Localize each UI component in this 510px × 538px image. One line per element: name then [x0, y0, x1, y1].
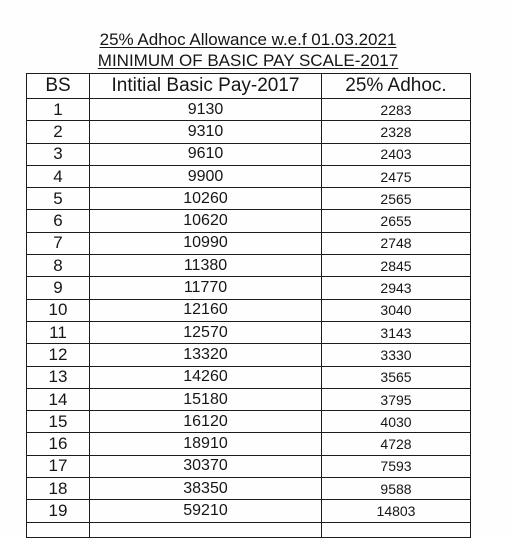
basic-pay-cell: 10990 — [90, 232, 322, 254]
basic-pay-cell: 38350 — [90, 478, 322, 500]
pay-scale-table — [26, 73, 471, 538]
adhoc-cell: 2943 — [322, 277, 471, 299]
table-row — [27, 277, 471, 299]
bs-cell: 13 — [27, 366, 90, 388]
table-row — [27, 165, 471, 187]
basic-pay-cell: 30370 — [90, 455, 322, 477]
bs-cell: 5 — [27, 188, 90, 210]
basic-pay-cell: 13320 — [90, 344, 322, 366]
table-row — [27, 388, 471, 410]
bs-cell: 12 — [27, 344, 90, 366]
bs-cell: 18 — [27, 478, 90, 500]
bs-cell: 6 — [27, 210, 90, 232]
adhoc-cell: 3143 — [322, 321, 471, 343]
adhoc-cell: 3040 — [322, 299, 471, 321]
basic-pay-cell: 14260 — [90, 366, 322, 388]
basic-pay-cell: 18910 — [90, 433, 322, 455]
table-row — [27, 299, 471, 321]
table-row — [27, 121, 471, 143]
header-row — [27, 74, 471, 99]
bs-cell: 17 — [27, 455, 90, 477]
empty-cell — [322, 522, 471, 537]
basic-pay-cell: 16120 — [90, 411, 322, 433]
bs-cell: 11 — [27, 321, 90, 343]
table-body — [27, 99, 471, 538]
header-adhoc: 25% Adhoc. — [322, 74, 471, 99]
table-row — [27, 255, 471, 277]
basic-pay-cell: 10260 — [90, 188, 322, 210]
bs-cell: 16 — [27, 433, 90, 455]
adhoc-cell: 2403 — [322, 143, 471, 165]
table-row — [27, 478, 471, 500]
adhoc-cell: 2283 — [322, 99, 471, 121]
adhoc-cell: 7593 — [322, 455, 471, 477]
bs-cell: 14 — [27, 388, 90, 410]
bs-cell: 9 — [27, 277, 90, 299]
document-title: 25% Adhoc Allowance w.e.f 01.03.2021 — [99, 30, 397, 49]
adhoc-cell: 2328 — [322, 121, 471, 143]
basic-pay-cell: 9610 — [90, 143, 322, 165]
table-row — [27, 500, 471, 522]
table-row — [27, 99, 471, 121]
table-row — [27, 411, 471, 433]
bs-cell: 4 — [27, 165, 90, 187]
bs-cell: 15 — [27, 411, 90, 433]
bs-cell: 3 — [27, 143, 90, 165]
empty-cell — [90, 522, 322, 537]
adhoc-cell: 2565 — [322, 188, 471, 210]
table-row-partial — [27, 522, 471, 537]
bs-cell: 1 — [27, 99, 90, 121]
adhoc-cell: 14803 — [322, 500, 471, 522]
bs-cell: 10 — [27, 299, 90, 321]
header-initial-basic-pay: Intitial Basic Pay-2017 — [90, 74, 322, 99]
adhoc-cell: 2655 — [322, 210, 471, 232]
table-row — [27, 232, 471, 254]
table-row — [27, 143, 471, 165]
adhoc-cell: 3330 — [322, 344, 471, 366]
table-row — [27, 344, 471, 366]
bs-cell: 2 — [27, 121, 90, 143]
basic-pay-cell: 9900 — [90, 165, 322, 187]
adhoc-cell: 2475 — [322, 165, 471, 187]
basic-pay-cell: 10620 — [90, 210, 322, 232]
basic-pay-cell: 11380 — [90, 255, 322, 277]
adhoc-cell: 3565 — [322, 366, 471, 388]
basic-pay-cell: 12570 — [90, 321, 322, 343]
basic-pay-cell: 59210 — [90, 500, 322, 522]
table-row — [27, 433, 471, 455]
adhoc-cell: 9588 — [322, 478, 471, 500]
basic-pay-cell: 15180 — [90, 388, 322, 410]
adhoc-cell: 4728 — [322, 433, 471, 455]
table-row — [27, 455, 471, 477]
empty-cell — [27, 522, 90, 537]
adhoc-cell: 2748 — [322, 232, 471, 254]
adhoc-cell: 3795 — [322, 388, 471, 410]
basic-pay-cell: 9310 — [90, 121, 322, 143]
document-subtitle: MINIMUM OF BASIC PAY SCALE-2017 — [97, 51, 399, 70]
basic-pay-cell: 9130 — [90, 99, 322, 121]
header-bs: BS — [27, 74, 90, 99]
basic-pay-cell: 12160 — [90, 299, 322, 321]
bs-cell: 8 — [27, 255, 90, 277]
table-row — [27, 321, 471, 343]
table-row — [27, 366, 471, 388]
adhoc-cell: 4030 — [322, 411, 471, 433]
bs-cell: 7 — [27, 232, 90, 254]
adhoc-cell: 2845 — [322, 255, 471, 277]
table-row — [27, 188, 471, 210]
table-row — [27, 210, 471, 232]
bs-cell: 19 — [27, 500, 90, 522]
basic-pay-cell: 11770 — [90, 277, 322, 299]
